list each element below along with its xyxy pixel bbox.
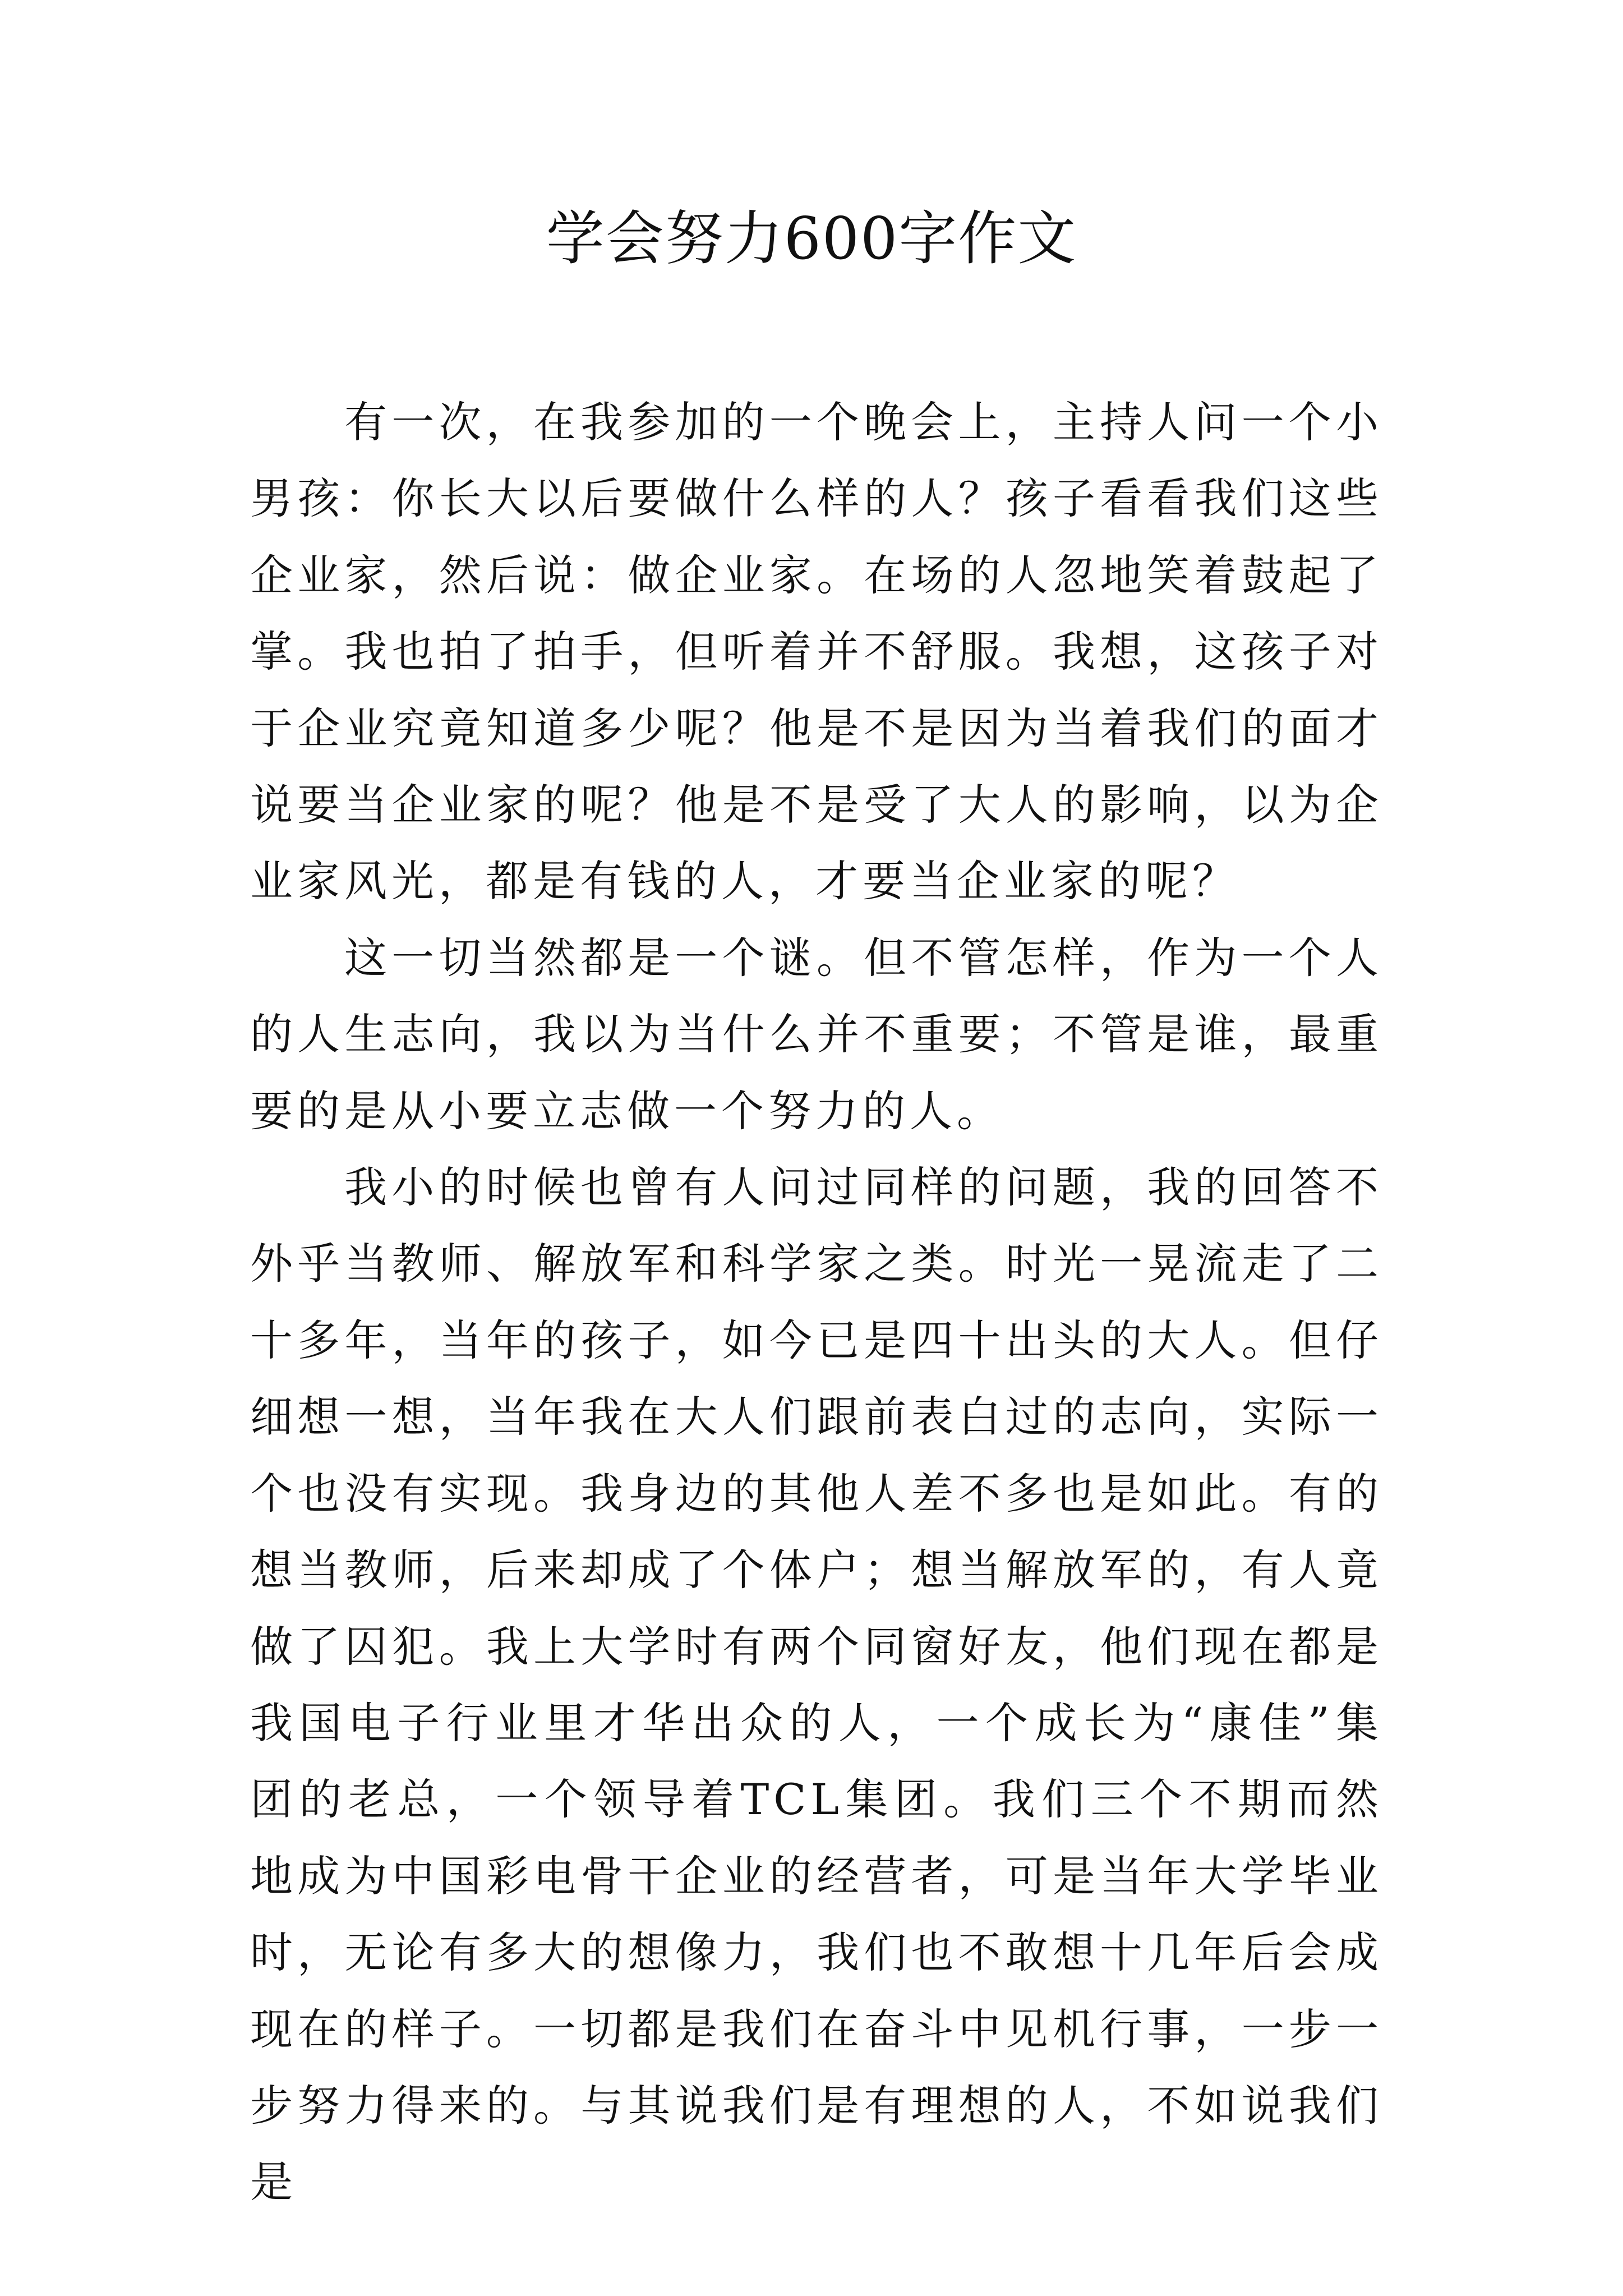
paragraph-2: 这一切当然都是一个谜。但不管怎样，作为一个人的人生志向，我以为当什么并不重要；不管是谁，最重要的是从小要立志做一个努力的人。 bbox=[250, 932, 1383, 1136]
paragraph-3: 我小的时候也曾有人问过同样的问题，我的回答不外乎当教师、解放军和科学家之类。时光一晃流走了二十多年，当年的孩子，如今已是四十出头的大人。但仔细想一想，当年我在大人们跟前表白过的志向，实际一个也没有实现。我身边的其他人差不多也是如此。有的想当教师，后来却成了个体户；想当解放军的，有人竟做了囚犯。我上大学时有两个同窗好友，他们现在都是我国电子行业里才华出众的人，一个成长为“康佳”集团的老总，一个领导着TCL集团。我们三个不期而然地成为中国彩电骨干企业的经营者，可是当年大学毕业时，无论有多大的想像力，我们也不敢想十几年后会成现在的样子。一切都是我们在奋斗中见机行事，一步一步努力得来的。与其说我们是有理想的人，不如说我们是 bbox=[250, 1162, 1383, 2207]
document-title: 学会努力600字作文 bbox=[546, 204, 1077, 273]
paragraph-1: 有一次，在我参加的一个晚会上，主持人问一个小男孩：你长大以后要做什么样的人？孩子看看我们这些企业家，然后说：做企业家。在场的人忽地笑着鼓起了掌。我也拍了拍手，但听着并不舒服。我想，这孩子对于企业究竟知道多少呢？他是不是因为当着我们的面才说要当企业家的呢？他是不是受了大人的影响，以为企业家风光，都是有钱的人，才要当企业家的呢？ bbox=[250, 397, 1383, 907]
document-body bbox=[250, 384, 1383, 2221]
